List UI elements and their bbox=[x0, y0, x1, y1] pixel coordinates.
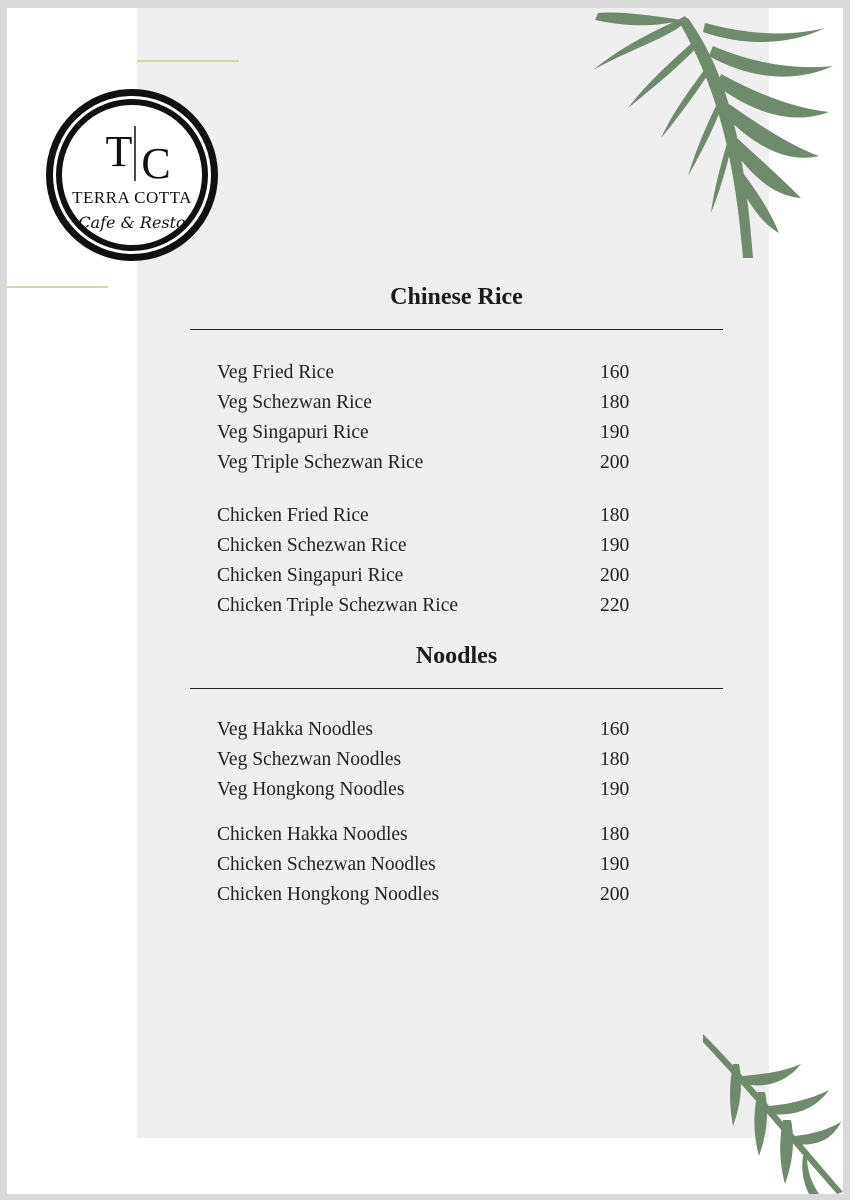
accent-line-top bbox=[137, 60, 239, 62]
menu-item-price: 190 bbox=[600, 779, 630, 800]
section-title: Noodles bbox=[415, 643, 498, 669]
menu-item-name: Veg Schezwan Rice bbox=[217, 392, 372, 413]
menu-item-name: Veg Singapuri Rice bbox=[217, 422, 369, 443]
terra-cotta-logo bbox=[43, 86, 221, 264]
menu-item-name: Veg Hakka Noodles bbox=[217, 719, 373, 740]
logo-tagline: Cafe & Resto bbox=[78, 213, 186, 232]
menu-item-price: 190 bbox=[600, 422, 630, 443]
section-divider bbox=[190, 688, 723, 689]
menu-item-name: Chicken Singapuri Rice bbox=[217, 565, 404, 586]
menu-item-price: 180 bbox=[600, 824, 630, 845]
menu-item-price: 160 bbox=[600, 362, 630, 383]
menu-item-price: 200 bbox=[600, 565, 630, 586]
menu-item-price: 220 bbox=[600, 595, 630, 616]
logo-monogram-right: C bbox=[141, 139, 171, 188]
menu-item-name: Veg Hongkong Noodles bbox=[217, 779, 405, 800]
leaf-decoration-top-right bbox=[593, 8, 843, 268]
menu-item-price: 160 bbox=[600, 719, 630, 740]
menu-item-name: Chicken Hongkong Noodles bbox=[217, 884, 440, 905]
menu-item-name: Veg Triple Schezwan Rice bbox=[217, 452, 424, 473]
menu-item-name: Chicken Fried Rice bbox=[217, 505, 369, 526]
menu-item-name: Chicken Triple Schezwan Rice bbox=[217, 595, 458, 616]
menu-item-name: Veg Schezwan Noodles bbox=[217, 749, 402, 770]
logo-monogram-left: T bbox=[105, 127, 133, 176]
menu-item-name: Chicken Schezwan Noodles bbox=[217, 854, 436, 875]
section-divider bbox=[190, 329, 723, 330]
menu-item-name: Chicken Hakka Noodles bbox=[217, 824, 408, 845]
accent-line-left bbox=[7, 286, 108, 288]
section-title: Chinese Rice bbox=[390, 284, 523, 310]
menu-item-price: 180 bbox=[600, 505, 630, 526]
menu-item-price: 190 bbox=[600, 854, 630, 875]
logo-name: TERRA COTTA bbox=[72, 188, 192, 207]
menu-item-name: Veg Fried Rice bbox=[217, 362, 334, 383]
leaf-decoration-bottom-right bbox=[703, 1034, 843, 1194]
menu-item-price: 190 bbox=[600, 535, 630, 556]
menu-page bbox=[7, 8, 843, 1194]
menu-item-price: 180 bbox=[600, 749, 630, 770]
menu-item-price: 200 bbox=[600, 452, 630, 473]
menu-item-price: 180 bbox=[600, 392, 630, 413]
menu-item-name: Chicken Schezwan Rice bbox=[217, 535, 407, 556]
menu-item-price: 200 bbox=[600, 884, 630, 905]
